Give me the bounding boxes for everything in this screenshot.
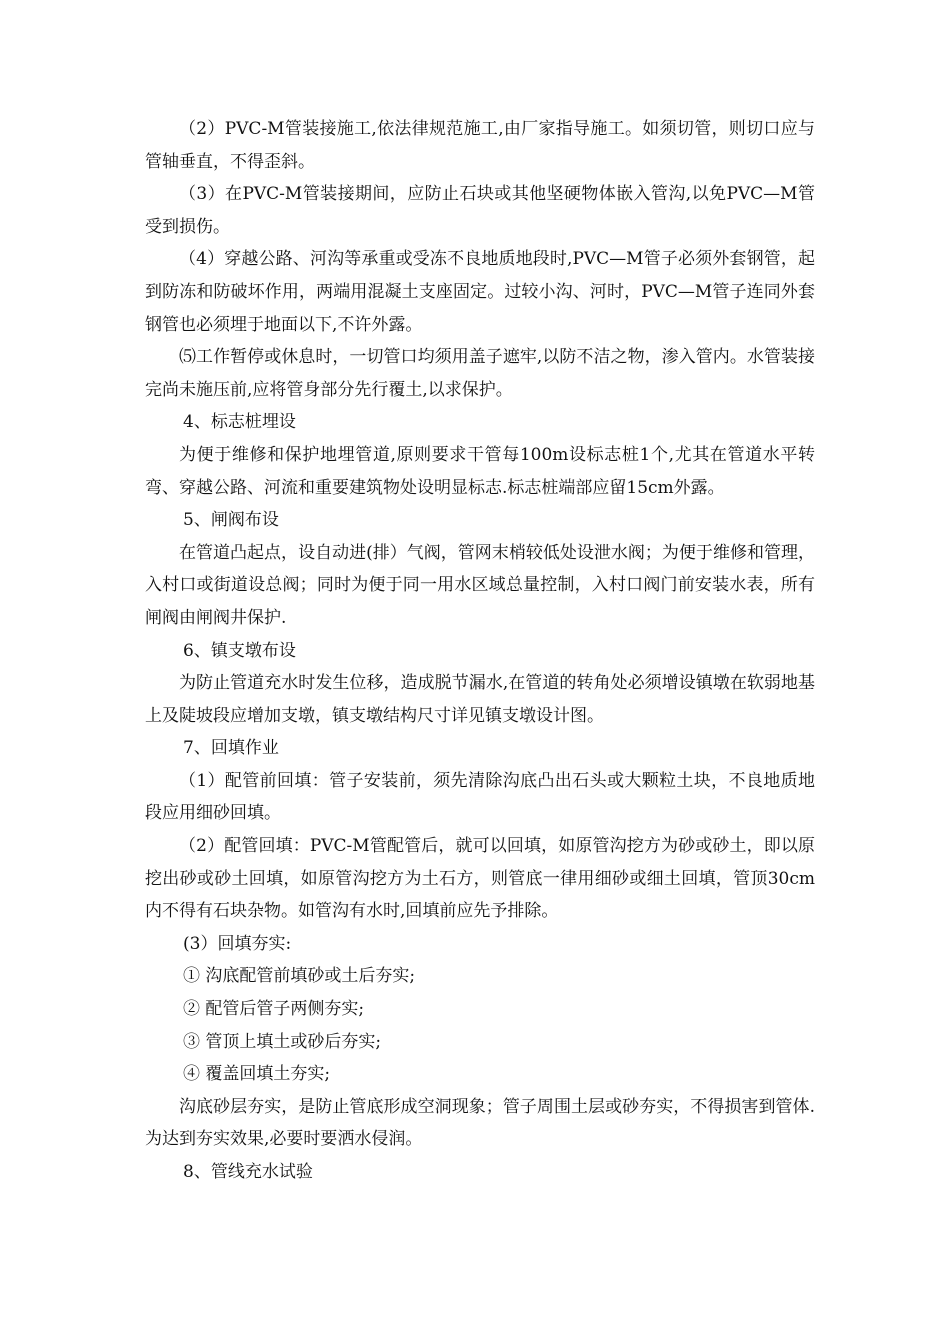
list-item-compaction-1: ① 沟底配管前填砂或土后夯实;: [183, 966, 416, 987]
section-heading-thrust-blocks: 6、镇支墩布设: [183, 640, 296, 661]
paragraph-valves: 在管道凸起点，设自动进(排）气阀，管网末梢较低处设泄水阀；为便于维修和管理，入村口或街道设总阀；同时为便于同一用水区域总量控制，入村口阀门前安装水表，所有闸阀由闸阀井保护.: [145, 542, 815, 628]
section-heading-backfill: 7、回填作业: [183, 738, 279, 759]
list-item-compaction-4: ④ 覆盖回填土夯实;: [183, 1064, 331, 1085]
section-heading-water-test: 8、管线充水试验: [183, 1162, 313, 1182]
section-heading-marker-post: 4、标志桩埋设: [183, 412, 296, 433]
paragraph-marker-post: 为便于维修和保护地埋管道,原则要求干管每100m设标志桩1个,尤其在管道水平转弯、穿越公路、河流和重要建筑物处设明显标志.标志桩端部应留15cm外露。: [145, 444, 815, 498]
paragraph-pipe-cover: ⑸工作暂停或休息时，一切管口均须用盖子遮牢,以防不洁之物，渗入管内。水管装接完尚未施压前,应将管身部分先行覆土,以求保护。: [145, 347, 815, 400]
document-body: [145, 113, 815, 1189]
list-item-compaction-3: ③ 管顶上填土或砂后夯实;: [183, 1031, 382, 1052]
paragraph-trench-protection: （3）在PVC-M管装接期间，应防止石块或其他坚硬物体嵌入管沟,以免PVC—M管受到损伤。: [145, 184, 815, 237]
paragraph-backfill-before: （1）配管前回填：管子安装前，须先清除沟底凸出石头或大颗粒土块，不良地质地段应用细砂回填。: [145, 770, 815, 824]
paragraph-thrust-blocks: 为防止管道充水时发生位移，造成脱节漏水,在管道的转角处必须增设镇墩在软弱地基上及陡坡段应增加支墩，镇支墩结构尺寸详见镇支墩设计图。: [145, 673, 815, 726]
section-heading-valves: 5、闸阀布设: [183, 510, 279, 531]
list-item-compaction-2: ② 配管后管子两侧夯实;: [183, 999, 365, 1020]
subheading-compaction: (3）回填夯实:: [183, 933, 292, 954]
paragraph-road-crossing: （4）穿越公路、河沟等承重或受冻不良地质地段时,PVC—M管子必须外套钢管，起到防冻和防破坏作用，两端用混凝土支座固定。过较小沟、河时，PVC—M管子连同外套钢管也必须埋于地面以下,不许外露。: [145, 249, 815, 335]
paragraph-pvc-installation: （2）PVC-M管装接施工,依法律规范施工,由厂家指导施工。如须切管，则切口应与管轴垂直，不得歪斜。: [145, 119, 815, 172]
paragraph-backfill-after: （2）配管回填：PVC-M管配管后，就可以回填，如原管沟挖方为砂或砂土，即以原挖出砂或砂土回填，如原管沟挖方为土石方，则管底一律用细砂或细土回填，管顶30cm内不得有石块杂物。如管沟有水时,回填前应先予排除。: [145, 836, 815, 922]
paragraph-compaction-purpose: 沟底砂层夯实，是防止管底形成空洞现象；管子周围土层或砂夯实，不得损害到管体.为达到夯实效果,必要时要洒水侵润。: [145, 1096, 815, 1150]
